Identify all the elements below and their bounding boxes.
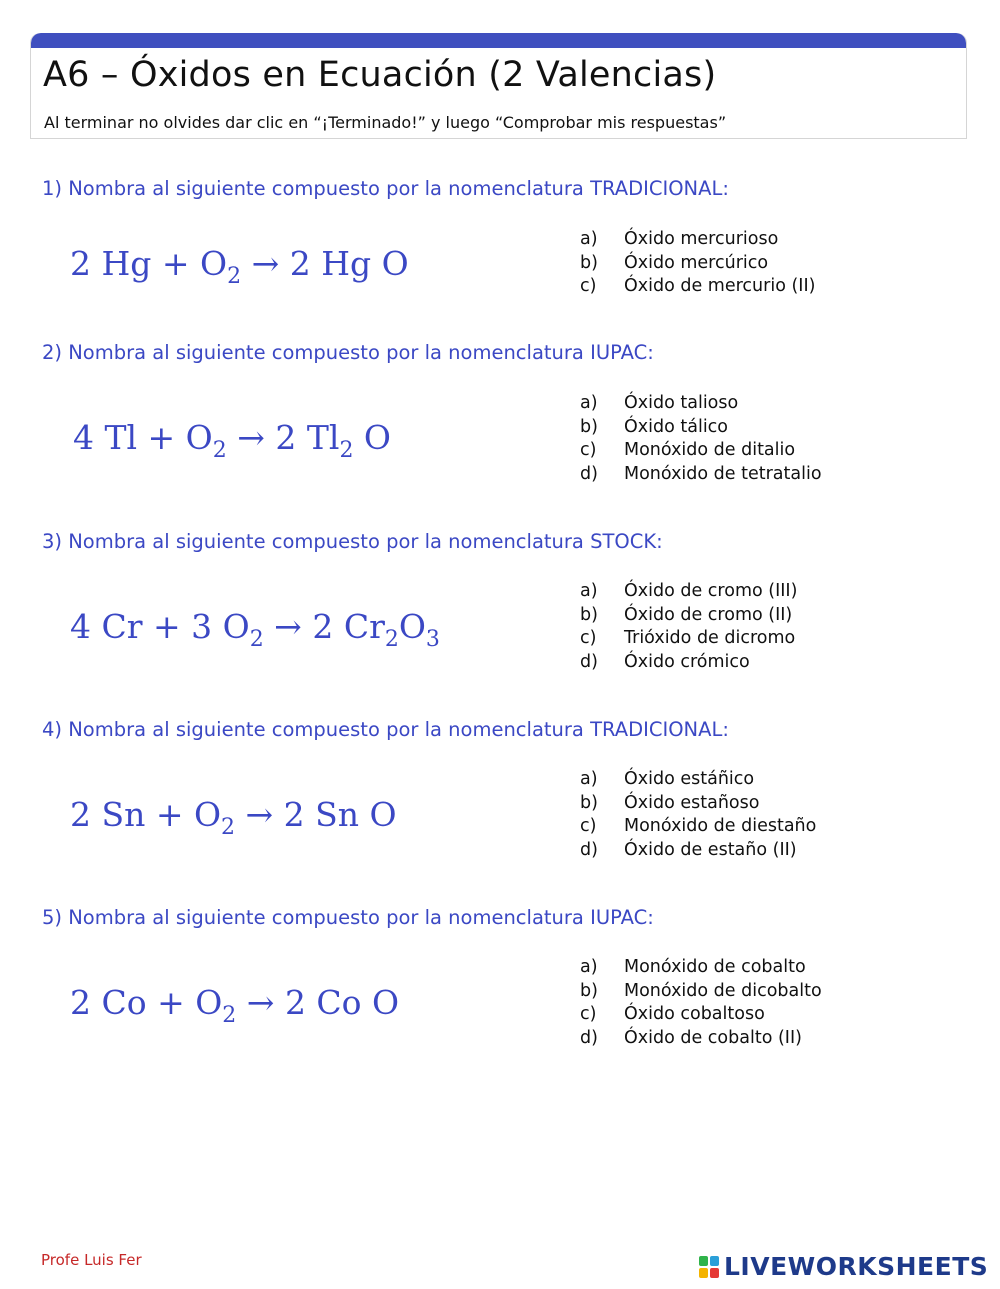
question-4-option-b[interactable]: b) Óxido estañoso <box>580 792 760 813</box>
question-4-options <box>580 768 816 862</box>
author-credit: Profe Luis Fer <box>41 1251 142 1269</box>
question-1-option-a[interactable]: a) Óxido mercurioso <box>580 229 779 249</box>
question-2-options <box>580 392 822 486</box>
question-2-option-a[interactable]: a) Óxido talioso <box>580 393 739 413</box>
question-5-options <box>580 956 822 1050</box>
question-4-option-d[interactable]: d) Óxido de estaño (II) <box>580 839 797 860</box>
question-1-option-b[interactable]: b) Óxido mercúrico <box>580 252 769 273</box>
header-box <box>30 33 967 139</box>
question-2-option-b[interactable]: b) Óxido tálico <box>580 416 729 437</box>
question-4-prompt: 4) Nombra al siguiente compuesto por la nomenclatura TRADICIONAL: <box>42 718 729 741</box>
question-1-prompt: 1) Nombra al siguiente compuesto por la nomenclatura TRADICIONAL: <box>42 177 729 200</box>
question-5-option-d[interactable]: d) Óxido de cobalto (II) <box>580 1027 802 1048</box>
brand-name: LIVEWORKSHEETS <box>724 1252 989 1281</box>
question-3-options <box>580 580 797 674</box>
question-5-option-a[interactable]: a) Monóxido de cobalto <box>580 957 806 977</box>
header-accent-bar <box>31 33 966 48</box>
liveworksheets-brand[interactable] <box>698 1252 988 1281</box>
question-3-option-c[interactable]: c) Trióxido de dicromo <box>580 628 796 648</box>
question-2-prompt: 2) Nombra al siguiente compuesto por la nomenclatura IUPAC: <box>42 341 654 364</box>
question-3-equation: 4 Cr + 3 $O_2 \to 2$ $Cr_2O_3$ <box>70 607 440 652</box>
page-subtitle: Al terminar no olvides dar clic en “¡Terminado!” y luego “Comprobar mis respuestas” <box>44 113 727 132</box>
question-3-option-a[interactable]: a) Óxido de cromo (III) <box>580 581 798 601</box>
question-3-option-b[interactable]: b) Óxido de cromo (II) <box>580 604 793 625</box>
question-5-equation: 2 $Co + O_2 \to 2$ Co O <box>70 983 400 1028</box>
question-4-option-c[interactable]: c) Monóxido de diestaño <box>580 816 817 836</box>
question-2-equation: 4 $Tl + O_2 \to 2$ $Tl_2$ O <box>73 418 391 463</box>
question-1-equation: 2 $Hg + O_2 \to 2$ Hg O <box>70 244 409 289</box>
question-5-option-c[interactable]: c) Óxido cobaltoso <box>580 1004 765 1024</box>
question-3-option-d[interactable]: d) Óxido crómico <box>580 651 750 672</box>
liveworksheets-logo-icon <box>698 1255 720 1279</box>
question-5-prompt: 5) Nombra al siguiente compuesto por la nomenclatura IUPAC: <box>42 906 654 929</box>
question-5-option-b[interactable]: b) Monóxido de dicobalto <box>580 980 822 1001</box>
question-4-option-a[interactable]: a) Óxido estáñico <box>580 769 755 789</box>
question-3-prompt: 3) Nombra al siguiente compuesto por la nomenclatura STOCK: <box>42 530 663 553</box>
question-2-option-c[interactable]: c) Monóxido de ditalio <box>580 440 796 460</box>
question-1-options <box>580 228 815 299</box>
question-1-option-c[interactable]: c) Óxido de mercurio (II) <box>580 276 816 296</box>
question-4-equation: 2 $Sn + O_2 \to 2$ Sn O <box>70 795 397 840</box>
question-2-option-d[interactable]: d) Monóxido de tetratalio <box>580 463 822 484</box>
page-title: A6 – Óxidos en Ecuación (2 Valencias) <box>43 55 717 95</box>
